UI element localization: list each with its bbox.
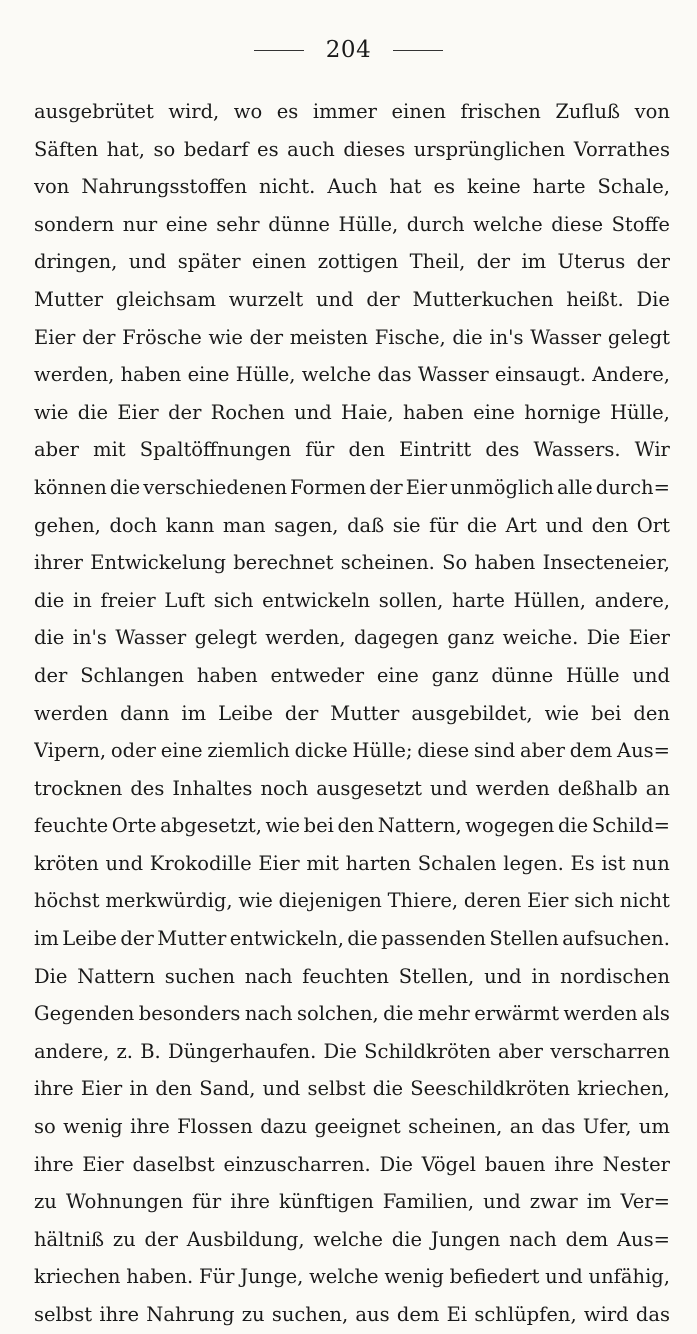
text-line: ihre Eier daselbst einzuscharren. Die Vögel bauen ihre Nester — [34, 1152, 670, 1176]
page-header — [0, 30, 697, 70]
text-line: dringen, und später einen zottigen Theil, der im Uterus der — [34, 250, 670, 274]
text-line: kriechen haben. Für Junge, welche wenig befiedert und unfähig, — [34, 1265, 670, 1289]
page-number: 204 — [325, 37, 372, 63]
text-line: von Nahrungsstoffen nicht. Auch hat es keine harte Schale, — [34, 175, 670, 199]
text-line: kröten und Krokodille Eier mit harten Schalen legen. Es ist nun — [34, 851, 670, 875]
header-rule-left — [254, 50, 304, 51]
text-line: ihrer Entwickelung berechnet scheinen. So haben Insecteneier, — [34, 551, 670, 575]
text-line: im Leibe der Mutter entwickeln, die passenden Stellen aufsuchen. — [34, 927, 670, 951]
text-line: feuchte Orte abgesetzt, wie bei den Nattern, wogegen die Schild= — [34, 814, 670, 838]
text-line: ausgebrütet wird, wo es immer einen frischen Zufluß von — [34, 100, 670, 123]
text-line: trocknen des Inhaltes noch ausgesetzt und werden deßhalb an — [34, 776, 670, 800]
body-text — [34, 93, 670, 1334]
text-line: Vipern, oder eine ziemlich dicke Hülle; diese sind aber dem Aus= — [34, 739, 670, 763]
text-line: die in freier Luft sich entwickeln sollen, harte Hüllen, andere, — [34, 588, 670, 612]
text-line: wie die Eier der Rochen und Haie, haben eine hornige Hülle, — [34, 400, 670, 424]
text-line: so wenig ihre Flossen dazu geeignet scheinen, an das Ufer, um — [34, 1115, 670, 1139]
text-line: hältniß zu der Ausbildung, welche die Jungen nach dem Aus= — [34, 1227, 670, 1251]
text-line: Eier der Frösche wie der meisten Fische, die in's Wasser gelegt — [34, 325, 670, 349]
text-line: zu Wohnungen für ihre künftigen Familien, und zwar im Ver= — [34, 1190, 670, 1214]
text-line: können die verschiedenen Formen der Eier unmöglich alle durch= — [34, 475, 670, 499]
text-line: Gegenden besonders nach solchen, die mehr erwärmt werden als — [34, 1002, 670, 1026]
text-line: sondern nur eine sehr dünne Hülle, durch welche diese Stoffe — [34, 212, 670, 236]
text-line: Mutter gleichsam wurzelt und der Mutterkuchen heißt. Die — [34, 287, 670, 311]
header-rule-right — [393, 50, 443, 51]
text-line: andere, z. B. Düngerhaufen. Die Schildkröten aber verscharren — [34, 1039, 670, 1063]
text-line: gehen, doch kann man sagen, daß sie für die Art und den Ort — [34, 513, 670, 537]
text-line: der Schlangen haben entweder eine ganz dünne Hülle und — [34, 663, 670, 687]
text-line: Säften hat, so bedarf es auch dieses ursprünglichen Vorrathes — [34, 137, 670, 161]
text-line: Die Nattern suchen nach feuchten Stellen, und in nordischen — [34, 964, 670, 988]
text-line: aber mit Spaltöffnungen für den Eintritt des Wassers. Wir — [34, 438, 670, 462]
text-line: ihre Eier in den Sand, und selbst die Seeschildkröten kriechen, — [34, 1077, 670, 1101]
text-line: werden dann im Leibe der Mutter ausgebildet, wie bei den — [34, 701, 670, 725]
text-line: die in's Wasser gelegt werden, dagegen ganz weiche. Die Eier — [34, 626, 670, 650]
text-line: höchst merkwürdig, wie diejenigen Thiere, deren Eier sich nicht — [34, 889, 670, 913]
text-line: selbst ihre Nahrung zu suchen, aus dem Ei schlüpfen, wird das — [34, 1303, 670, 1326]
text-line: werden, haben eine Hülle, welche das Wasser einsaugt. Andere, — [34, 363, 670, 387]
